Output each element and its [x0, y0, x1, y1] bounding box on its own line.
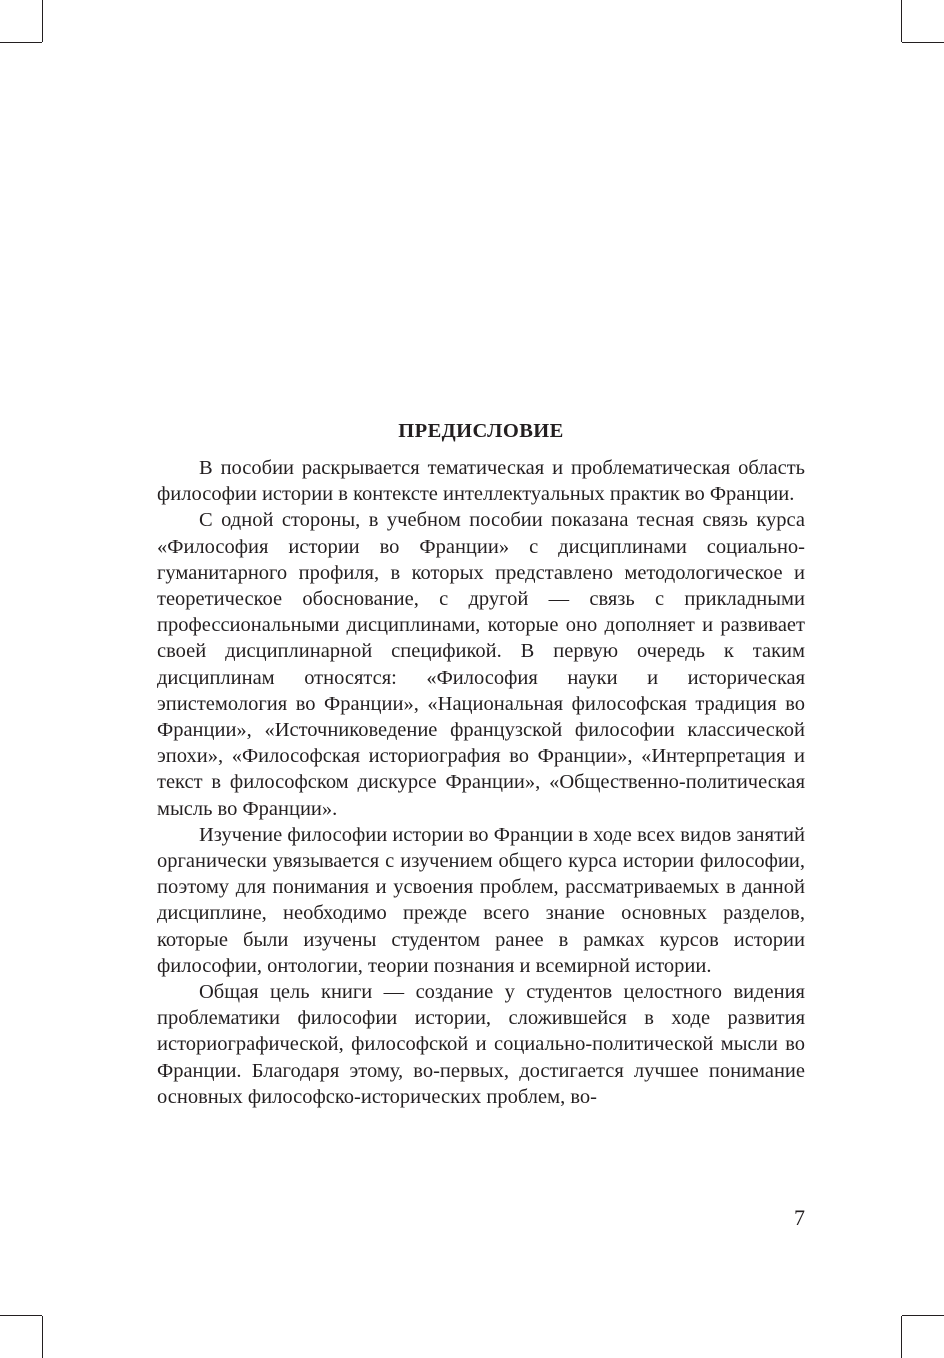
- paragraph-3: Изучение философии истории во Франции в ходе всех видов занятий органически увязывается с изучением общего курса истории философии, поэтому для понимания и усвоения проблем, рассматриваемых в данной дисциплине, необходимо прежде всего знание основных разделов, которые были изучены студентом ранее в рамках курсов истории философии, онтологии, теории познания и всемирной истории.: [157, 823, 805, 977]
- crop-mark-bottom-right-vertical: [901, 1316, 902, 1358]
- crop-mark-bottom-right-horizontal: [902, 1315, 944, 1316]
- crop-mark-top-left-vertical: [42, 0, 43, 42]
- paragraph-1: В пособии раскрывается тематическая и проблематическая область философии истории в контексте интеллектуальных практик во Франции.: [157, 457, 805, 506]
- preface-section: [157, 418, 805, 1110]
- paragraph-2: С одной стороны, в учебном пособии показана тесная связь курса «Философия истории во Франции» с дисциплинами социально-гуманитарного профиля, в которых представлено методологическое и теоретическое обоснование, с другой — связь с прикладными профессиональными дисциплинами, которые оно дополняет и развивает своей дисциплинарной спецификой. В первую очередь к таким дисциплинам относятся: «Философия науки и историческая эпистемология во Франции», «Национальная философская традиция во Франции», «Источниковедение французской философии классической эпохи», «Философская историография во Франции», «Интерпретация и текст в философском дискурсе Франции», «Общественно-политическая мысль во Франции».: [157, 509, 805, 820]
- paragraph-4: Общая цель книги — создание у студентов целостного видения проблематики философии истории, сложившейся в ходе развития историографической, философской и социально-политической мысли во Франции. Благодаря этому, во-первых, достигается лучшее понимание основных философско-исторических проблем, во-: [157, 981, 805, 1108]
- crop-mark-top-left-horizontal: [0, 42, 42, 43]
- page-title: ПРЕДИСЛОВИЕ: [398, 420, 564, 442]
- crop-mark-bottom-left-vertical: [42, 1316, 43, 1358]
- crop-mark-bottom-left-horizontal: [0, 1315, 42, 1316]
- page-number: 7: [794, 1205, 805, 1230]
- crop-mark-top-right-vertical: [901, 0, 902, 42]
- crop-mark-top-right-horizontal: [902, 42, 944, 43]
